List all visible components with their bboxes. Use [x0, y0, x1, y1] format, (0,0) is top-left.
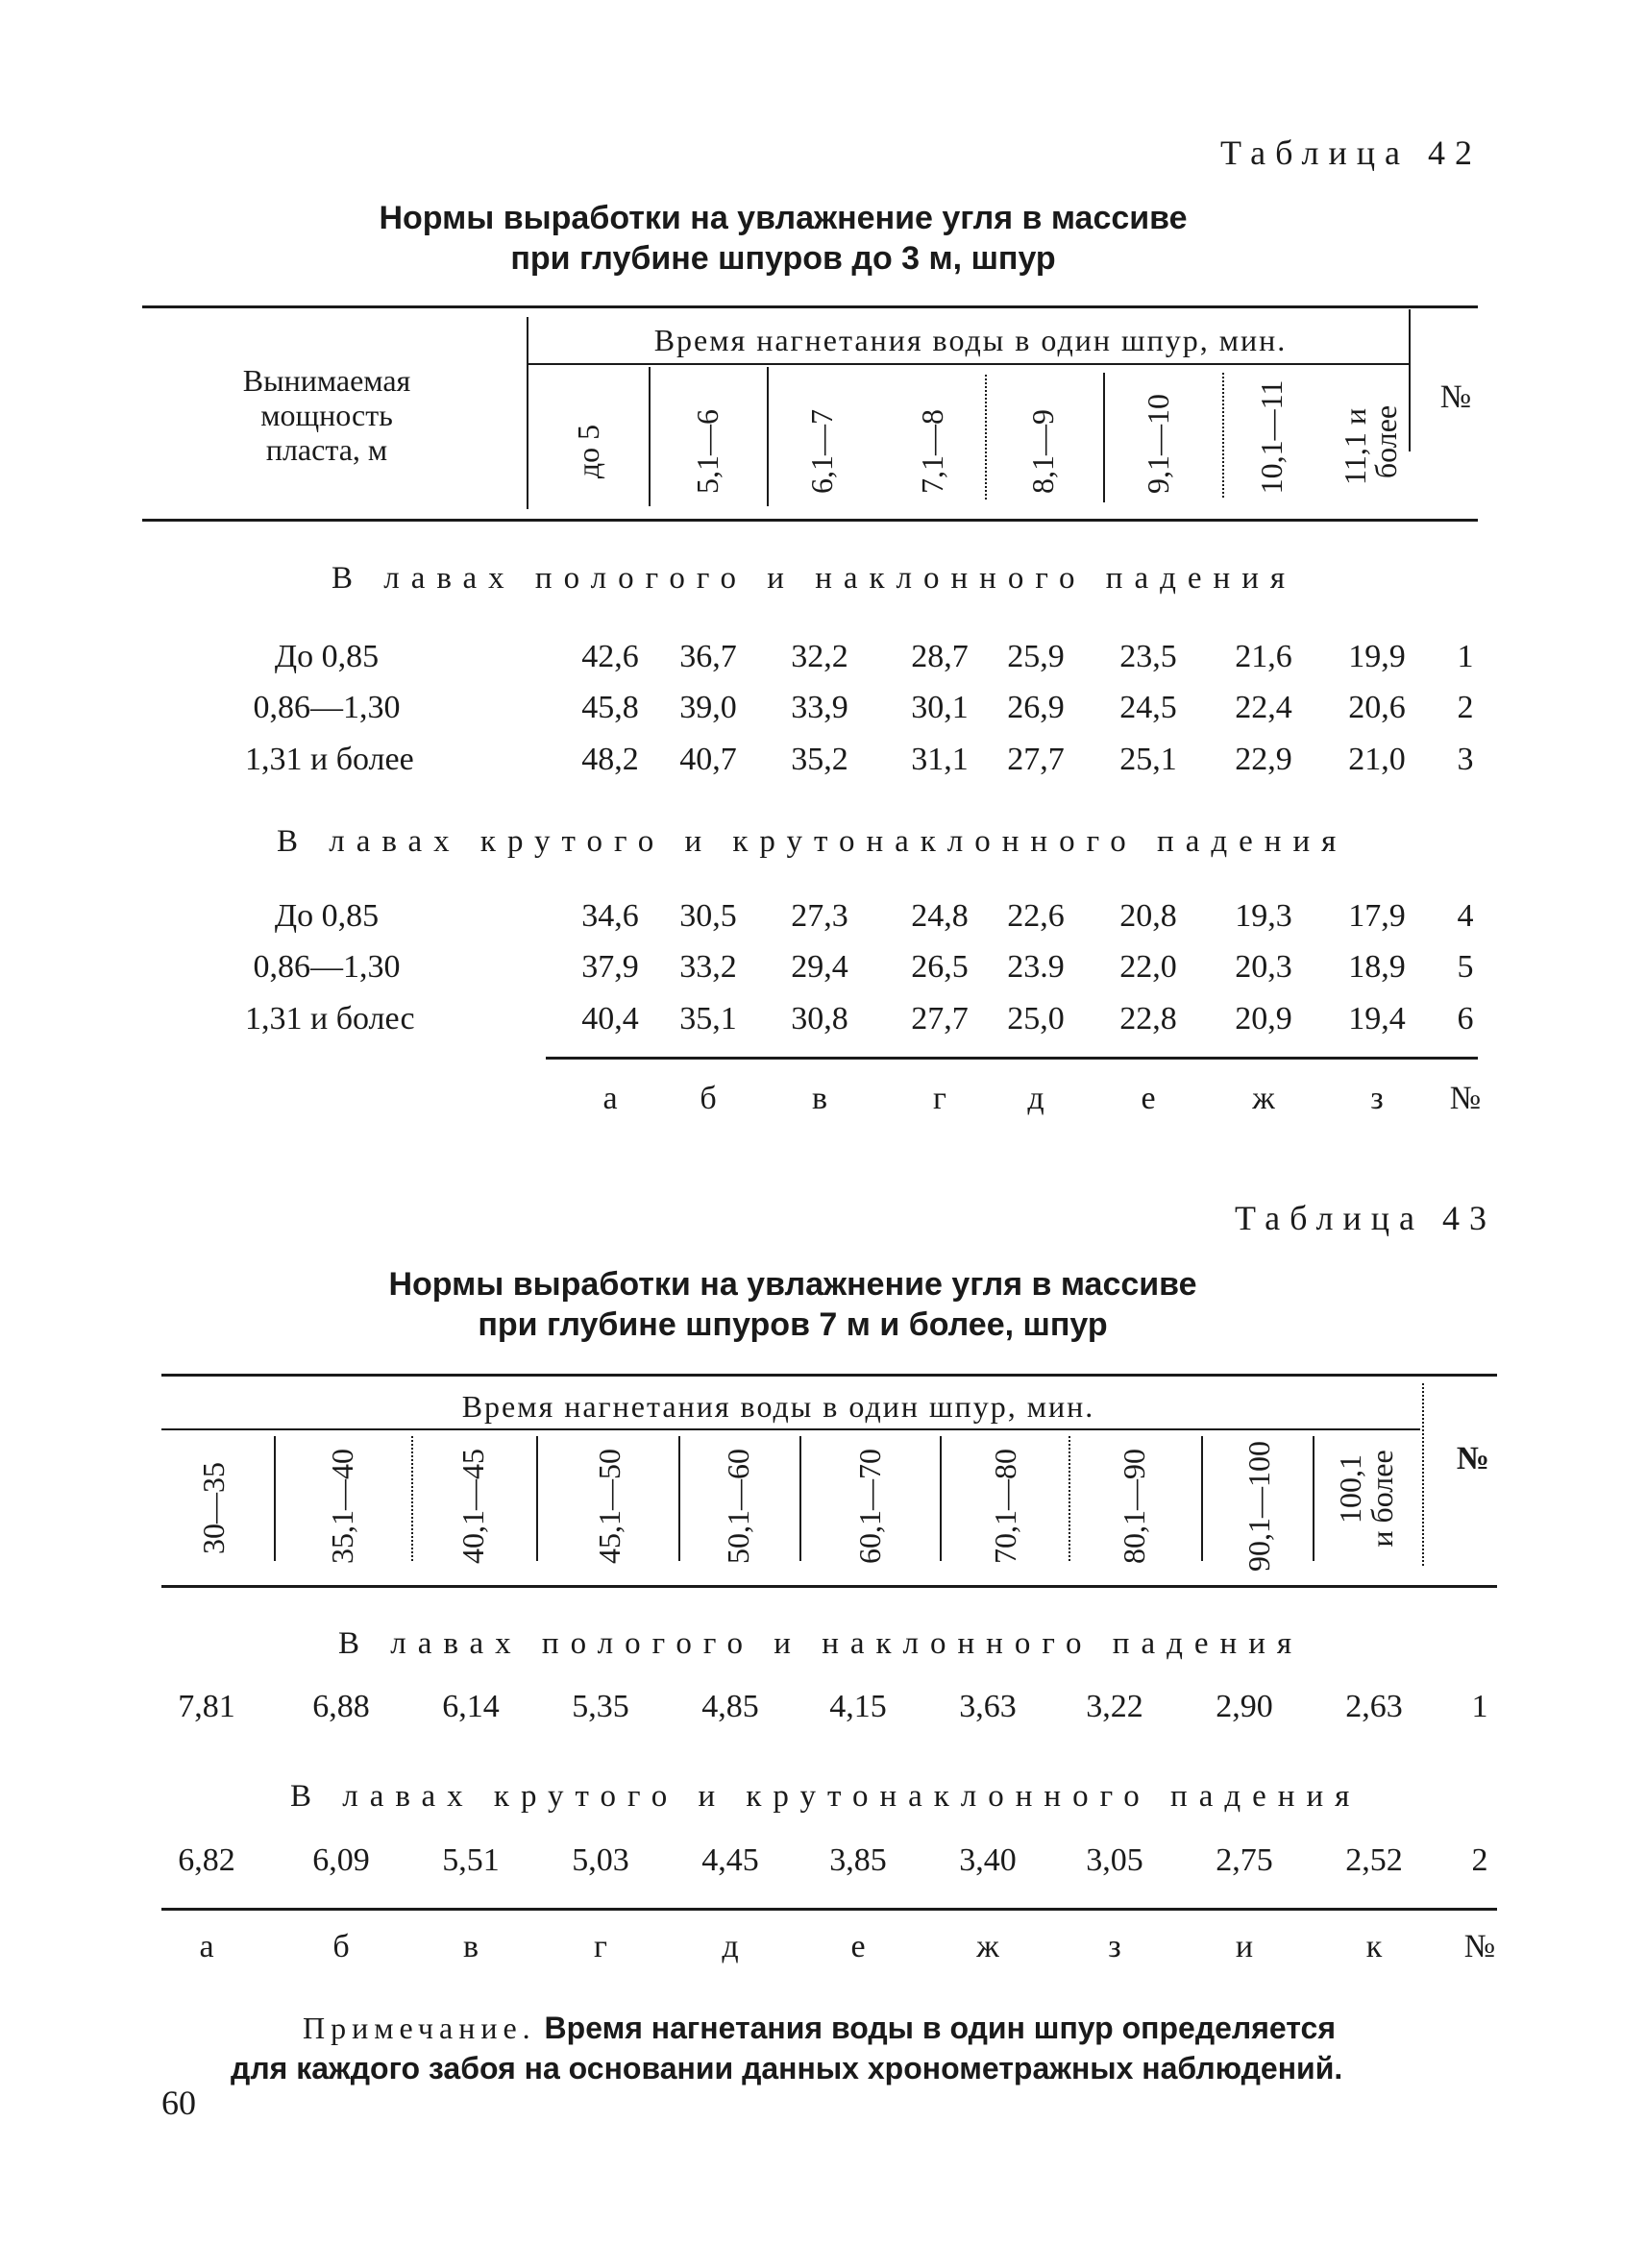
- t43-letter-num: №: [1463, 1929, 1496, 1964]
- table43-num-header: №: [1456, 1441, 1490, 1476]
- page-number: 60: [161, 2084, 196, 2122]
- t42-r4-d: 24,8: [911, 898, 969, 934]
- t43-letter-c: в: [462, 1929, 479, 1964]
- table43-bottom-rule: [161, 1908, 1497, 1911]
- t43-r2-c: 5,51: [442, 1842, 500, 1878]
- t42-r5-d: 26,5: [911, 949, 969, 985]
- t42-r3-b: 40,7: [679, 742, 737, 777]
- t42-letter-c: в: [811, 1081, 828, 1116]
- t42-letter-d: г: [933, 1081, 946, 1116]
- t42-r2-g: 22,4: [1235, 690, 1292, 725]
- t42-r1-b: 36,7: [679, 639, 737, 674]
- table42-title-line2: при глубине шпуров до 3 м, шпур: [510, 240, 1056, 277]
- t43-col-9: 90,1—100: [1241, 1441, 1276, 1572]
- t43-col-div-6: [940, 1436, 942, 1561]
- t43-r1-k: 2,63: [1345, 1689, 1403, 1724]
- t42-r3-f: 25,1: [1119, 742, 1177, 777]
- table43-top-rule: [161, 1374, 1497, 1377]
- table42-num-header: №: [1439, 379, 1472, 415]
- t43-r2-a: 6,82: [178, 1842, 235, 1878]
- t42-r5-e: 23.9: [1007, 949, 1065, 985]
- t43-col-div-8: [1201, 1436, 1203, 1561]
- t42-col-4: 7,1—8: [915, 409, 949, 494]
- t42-letter-g: ж: [1252, 1081, 1275, 1116]
- t43-r1-c: 6,14: [442, 1689, 500, 1724]
- footnote-line1: [231, 2008, 1509, 2048]
- footnote-text2: для каждого забоя на основании данных хронометражных наблюдений.: [231, 2051, 1343, 2085]
- table43-title-line2: при глубине шпуров 7 м и более, шпур: [478, 1306, 1108, 1343]
- t42-r3-num: 3: [1457, 742, 1474, 777]
- t42-r2-a: 45,8: [581, 690, 639, 725]
- t43-letter-k: к: [1365, 1929, 1383, 1964]
- t42-r5-h: 18,9: [1348, 949, 1406, 985]
- t42-letter-b: б: [700, 1081, 717, 1116]
- t42-r1-g: 21,6: [1235, 639, 1292, 674]
- table42-row-header: [207, 363, 447, 467]
- t42-r3-label: 1,31 и более: [245, 742, 414, 777]
- t43-col-div-3: [536, 1436, 538, 1561]
- t42-r5-c: 29,4: [791, 949, 848, 985]
- footnote: [231, 2008, 1509, 2088]
- t42-r5-g: 20,3: [1235, 949, 1292, 985]
- t42-col-8a: 11,1 и: [1338, 408, 1372, 485]
- t43-col-div-7: [1069, 1436, 1070, 1561]
- table42-time-underline: [527, 363, 1411, 365]
- t42-col-div-5: [1222, 373, 1224, 498]
- t43-r2-e: 4,45: [701, 1842, 759, 1878]
- t42-col-6: 9,1—10: [1141, 394, 1175, 494]
- t43-col-3: 40,1—45: [455, 1449, 490, 1564]
- table43-time-header: Время нагнетания воды в один шпур, мин.: [461, 1389, 1095, 1424]
- table43-time-underline: [161, 1428, 1420, 1430]
- table42-title: [288, 198, 1278, 279]
- t42-r6-h: 19,4: [1348, 1001, 1406, 1036]
- t43-r1-num: 1: [1471, 1689, 1488, 1724]
- t42-col-3: 6,1—7: [804, 409, 839, 494]
- t43-col-div-1: [274, 1436, 276, 1561]
- t43-letter-h: з: [1108, 1929, 1121, 1964]
- t42-r5-num: 5: [1457, 949, 1474, 985]
- t42-r1-c: 32,2: [791, 639, 848, 674]
- t42-r6-f: 22,8: [1119, 1001, 1177, 1036]
- t42-r6-c: 30,8: [791, 1001, 848, 1036]
- t43-r1-d: 5,35: [572, 1689, 629, 1724]
- t42-r6-e: 25,0: [1007, 1001, 1065, 1036]
- t42-r2-f: 24,5: [1119, 690, 1177, 725]
- t42-r2-h: 20,6: [1348, 690, 1406, 725]
- t42-letter-num: №: [1449, 1081, 1482, 1116]
- t43-r1-h: 3,22: [1086, 1689, 1143, 1724]
- t42-r3-c: 35,2: [791, 742, 848, 777]
- table43-caption: Таблица 43: [1235, 1199, 1496, 1237]
- t42-letter-e: д: [1027, 1081, 1044, 1116]
- t43-col-div-2: [411, 1436, 413, 1561]
- t42-letter-h: з: [1370, 1081, 1384, 1116]
- t42-r6-num: 6: [1457, 1001, 1474, 1036]
- table43-section1: В лавах пологого и наклонного падения: [338, 1626, 1304, 1661]
- t43-r2-g: 3,40: [959, 1842, 1017, 1878]
- t42-col-1: до 5: [571, 424, 605, 479]
- t42-r4-label: До 0,85: [274, 898, 380, 934]
- t43-col-div-4: [678, 1436, 680, 1561]
- t43-letter-e: д: [722, 1929, 739, 1964]
- table42-label-divider: [527, 317, 528, 509]
- t43-letter-a: а: [199, 1929, 214, 1964]
- t43-col-1: 30—35: [196, 1462, 231, 1554]
- table42-header-rule: [142, 519, 1478, 522]
- t42-r4-c: 27,3: [791, 898, 848, 934]
- table42-title-line1: Нормы выработки на увлажнение угля в массиве: [379, 200, 1188, 236]
- t43-r2-b: 6,09: [312, 1842, 370, 1878]
- t42-r4-num: 4: [1457, 898, 1474, 934]
- t42-r2-c: 33,9: [791, 690, 848, 725]
- t43-letter-g: ж: [976, 1929, 999, 1964]
- t43-r1-b: 6,88: [312, 1689, 370, 1724]
- t42-r6-b: 35,1: [679, 1001, 737, 1036]
- t43-letter-b: б: [332, 1929, 350, 1964]
- t42-col-div-4: [1103, 373, 1105, 502]
- row-header-line3: пласта, м: [265, 432, 388, 467]
- t43-col-10a: 100,1: [1333, 1454, 1367, 1524]
- t42-r4-f: 20,8: [1119, 898, 1177, 934]
- t43-letter-d: г: [594, 1929, 607, 1964]
- t42-r4-b: 30,5: [679, 898, 737, 934]
- t42-col-7: 10,1—11: [1254, 379, 1289, 495]
- footnote-text1: Время нагнетания воды в один шпур определяется: [544, 2011, 1337, 2045]
- t42-r3-h: 21,0: [1348, 742, 1406, 777]
- t42-col-2: 5,1—6: [690, 409, 725, 494]
- t42-r4-a: 34,6: [581, 898, 639, 934]
- t42-r4-e: 22,6: [1007, 898, 1065, 934]
- t43-r2-num: 2: [1471, 1842, 1488, 1878]
- t42-r5-f: 22,0: [1119, 949, 1177, 985]
- t42-r1-h: 19,9: [1348, 639, 1406, 674]
- t43-col-div-5: [799, 1436, 801, 1561]
- table42-top-rule: [142, 305, 1478, 308]
- t42-r5-b: 33,2: [679, 949, 737, 985]
- table43-header-rule: [161, 1585, 1497, 1588]
- t43-r2-k: 2,52: [1345, 1842, 1403, 1878]
- t43-r1-e: 4,85: [701, 1689, 759, 1724]
- t43-col-10b: и более: [1364, 1450, 1399, 1548]
- t42-r5-a: 37,9: [581, 949, 639, 985]
- t42-r2-d: 30,1: [911, 690, 969, 725]
- t42-col-5: 8,1—9: [1025, 409, 1060, 494]
- t42-r6-g: 20,9: [1235, 1001, 1292, 1036]
- t42-r6-d: 27,7: [911, 1001, 969, 1036]
- t42-r3-g: 22,9: [1235, 742, 1292, 777]
- row-header-line1: Вынимаемая: [242, 363, 411, 398]
- t42-r5-label: 0,86—1,30: [253, 949, 401, 985]
- t43-r2-h: 3,05: [1086, 1842, 1143, 1878]
- t42-col-div-2: [767, 367, 769, 506]
- t42-r1-a: 42,6: [581, 639, 639, 674]
- t43-letter-f: е: [850, 1929, 866, 1964]
- t43-r1-g: 3,63: [959, 1689, 1017, 1724]
- t43-r2-f: 3,85: [829, 1842, 887, 1878]
- t42-r1-num: 1: [1457, 639, 1474, 674]
- t42-r2-b: 39,0: [679, 690, 737, 725]
- table43-title: [293, 1264, 1292, 1345]
- table42-time-header: Время нагнетания воды в один шпур, мин.: [653, 323, 1288, 357]
- t42-col-div-3: [985, 375, 987, 500]
- t42-r2-num: 2: [1457, 690, 1474, 725]
- t42-r2-e: 26,9: [1007, 690, 1065, 725]
- t42-r1-e: 25,9: [1007, 639, 1065, 674]
- table43-section2: В лавах крутого и крутонаклонного падения: [290, 1779, 1362, 1814]
- t43-col-2: 35,1—40: [325, 1449, 359, 1564]
- table42-caption: Таблица 42: [1220, 134, 1482, 172]
- t42-r3-d: 31,1: [911, 742, 969, 777]
- t43-r1-i: 2,90: [1216, 1689, 1273, 1724]
- table43-title-line1: Нормы выработки на увлажнение угля в массиве: [388, 1266, 1197, 1303]
- t43-r2-d: 5,03: [572, 1842, 629, 1878]
- t42-col-div-1: [649, 367, 651, 506]
- t43-col-4: 45,1—50: [592, 1449, 626, 1564]
- t43-r2-i: 2,75: [1216, 1842, 1273, 1878]
- footnote-label: Примечание.: [303, 2011, 536, 2045]
- t42-letter-f: е: [1141, 1081, 1156, 1116]
- t42-r6-a: 40,4: [581, 1001, 639, 1036]
- table42-bottom-rule: [546, 1057, 1478, 1060]
- t43-col-6: 60,1—70: [852, 1449, 887, 1564]
- row-header-line2: мощность: [260, 398, 393, 432]
- table42-num-divider: [1409, 309, 1411, 451]
- t42-r6-label: 1,31 и болес: [245, 1001, 415, 1036]
- t42-r3-a: 48,2: [581, 742, 639, 777]
- t43-r1-a: 7,81: [178, 1689, 235, 1724]
- t43-r1-f: 4,15: [829, 1689, 887, 1724]
- t42-r4-h: 17,9: [1348, 898, 1406, 934]
- t43-col-div-9: [1313, 1436, 1314, 1561]
- t43-letter-i: и: [1235, 1929, 1254, 1964]
- t43-col-8: 80,1—90: [1117, 1449, 1151, 1564]
- t42-r1-f: 23,5: [1119, 639, 1177, 674]
- t42-r1-d: 28,7: [911, 639, 969, 674]
- t42-letter-a: а: [602, 1081, 618, 1116]
- t42-r4-g: 19,3: [1235, 898, 1292, 934]
- t42-r2-label: 0,86—1,30: [253, 690, 401, 725]
- table42-section1: В лавах пологого и наклонного падения: [332, 561, 1297, 596]
- t42-r3-e: 27,7: [1007, 742, 1065, 777]
- t42-r1-label: До 0,85: [274, 639, 380, 674]
- table42-section2: В лавах крутого и крутонаклонного падения: [277, 824, 1348, 859]
- table43-num-divider: [1422, 1383, 1424, 1566]
- t43-col-7: 70,1—80: [988, 1449, 1022, 1564]
- t42-col-8b: более: [1368, 404, 1403, 479]
- t43-col-5: 50,1—60: [721, 1449, 755, 1564]
